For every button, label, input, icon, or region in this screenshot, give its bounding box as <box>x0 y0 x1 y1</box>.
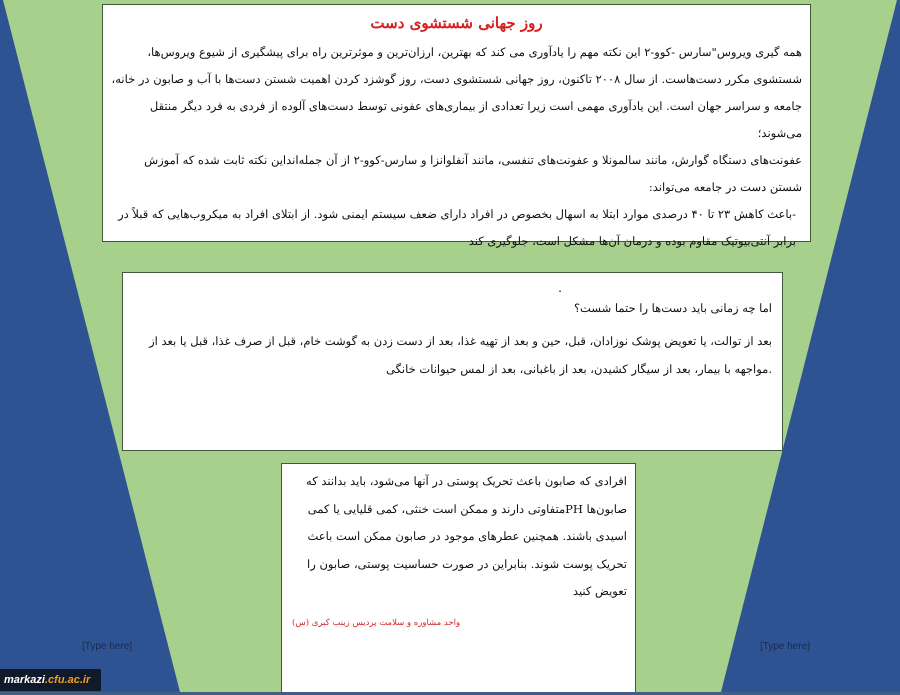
footer-placeholder-right[interactable]: [Type here] <box>760 641 811 652</box>
paragraph-line: همه گیری ویروس"سارس -کوو-۲ این نکته مهم را یادآوری می کند که بهترین، ارزان‌ترین و موثرترین راه برای پیشگیری از شیوع ویروس‌ها، <box>147 45 802 59</box>
paragraph-line: صابون‌ها PHمتفاوتی دارند و ممکن است خنثی، کمی قلیایی یا کمی <box>307 501 627 516</box>
question-heading: اما چه زمانی باید دست‌ها را حتما شست؟ <box>573 301 772 315</box>
soap-sensitivity-textbox <box>281 463 636 692</box>
paragraph-line: اسیدی باشند. همچنین عطرهای موجود در صابون ممکن است باعث <box>307 529 627 543</box>
paragraph-line: شستن دست در جامعه می‌تواند: <box>648 180 802 194</box>
paragraph-line: بعد از توالت، یا تعویض پوشک نوزادان، قبل، حین و بعد از تهیه غذا، بعد از دست زدن به گوشت خام، قبل از صرف غذا، قبل یا بعد از <box>149 334 772 348</box>
paragraph-line: .مواجهه با بیمار، بعد از سیگار کشیدن، بعد از باغبانی، بعد از لمس حیوانات خانگی <box>385 362 772 376</box>
paragraph-line: تعویض کنید <box>572 584 627 598</box>
paragraph-line: افرادی که صابون باعث تحریک پوستی در آنها می‌شود، باید بدانند که <box>306 474 627 488</box>
when-to-wash-textbox <box>122 272 783 451</box>
handwashing-day-textbox <box>102 4 811 248</box>
footer-placeholder-left[interactable]: [Type here] <box>82 641 133 652</box>
box-title: روز جهانی شستشوی دست <box>370 14 543 32</box>
paragraph-line: شستشوی مکرر دست‌هاست. از سال ۲۰۰۸ تاکنون، روز جهانی شستشوی دست، روز گوشزد کردن اهمیت شستن دست‌ها با آب و صابون در خانه، <box>111 72 802 86</box>
watermark-part2: .cfu.ac.ir <box>44 674 91 686</box>
stray-dot: . <box>558 281 562 295</box>
paragraph-line: جامعه و سراسر جهان است. این یادآوری مهمی است زیرا تعدادی از بیماری‌های عفونی توسط دست‌های آلوده از فردی به فرد دیگر منتقل می‌شوند؛ <box>149 99 802 140</box>
watermark-part1: markazi <box>4 674 45 686</box>
bullet-line: -باعث کاهش ۲۳ تا ۴۰ درصدی موارد ابتلا به اسهال بخصوص در افراد دارای ضعف سیستم ایمنی شود. از ابتلای افراد به میکروب‌هایی که قبلاً در <box>118 207 796 221</box>
paragraph-line: عفونت‌های دستگاه گوارش، مانند سالمونلا و عفونت‌های تنفسی، مانند آنفلوانزا و سارس-کوو-۲ از آن جمله‌انداین نکته ثابت شده که آموزش <box>144 153 802 167</box>
credit-line: واحد مشاوره و سلامت پردیس زینب کبری (س) <box>292 617 461 628</box>
site-watermark <box>0 669 101 691</box>
paragraph-line: تحریک پوست شوند. بنابراین در صورت حساسیت پوستی، صابون را <box>307 556 627 571</box>
bullet-line: برابر آنتی‌بیوتیک مقاوم بوده و درمان آن‌ها مشکل است، جلوگیری کند <box>468 234 796 248</box>
